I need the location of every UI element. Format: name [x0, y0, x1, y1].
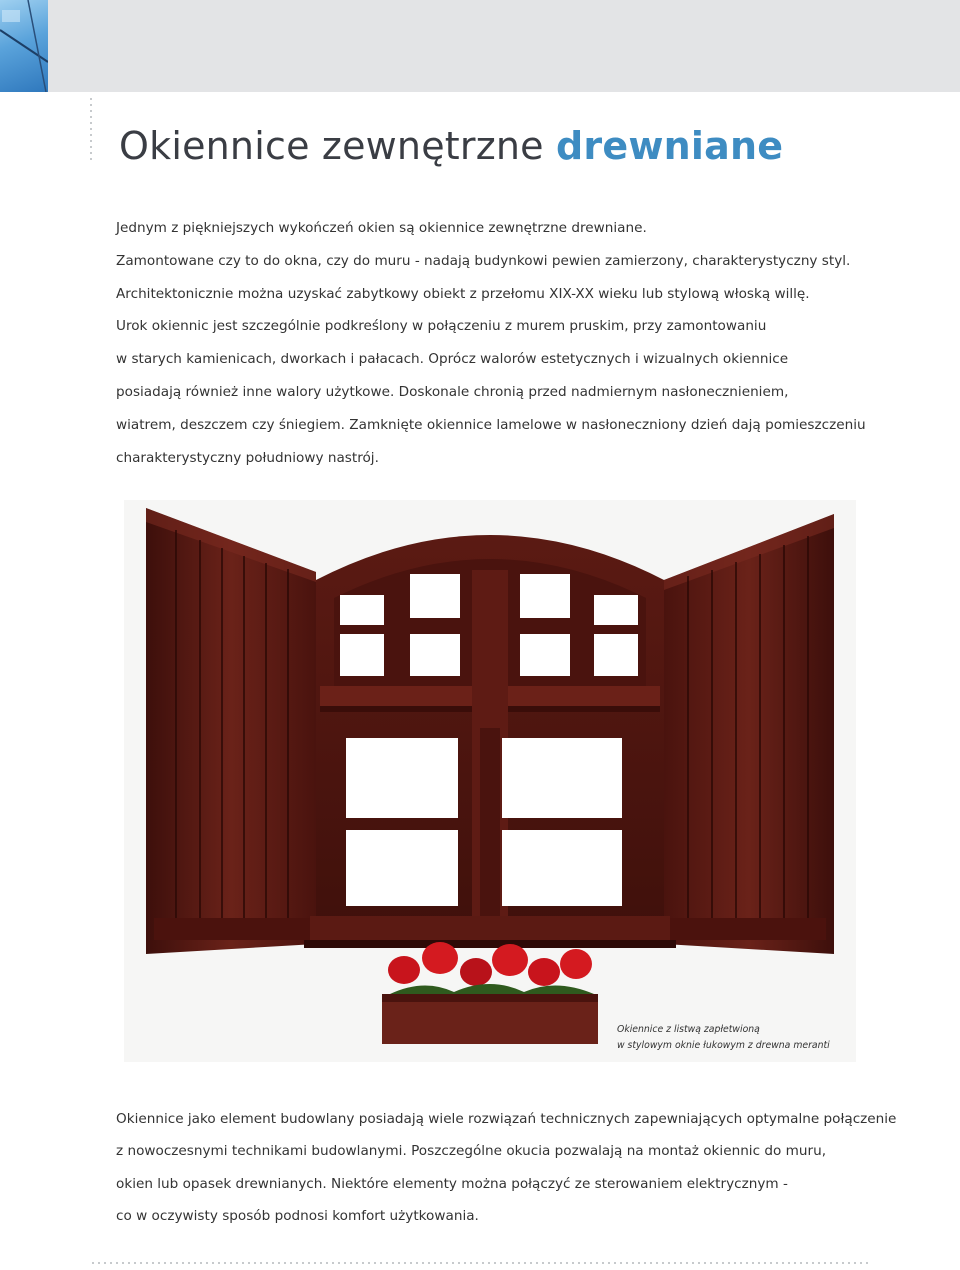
corner-photo-graphic	[0, 0, 48, 92]
flower-box	[382, 942, 598, 1044]
header-band	[0, 0, 960, 92]
page-title	[119, 124, 783, 168]
arched-window	[304, 535, 676, 948]
text-line: Zamontowane czy to do okna, czy do muru - nadają budynkowi pewien zamierzony, charakterystyczny styl.	[116, 252, 851, 269]
photo-caption	[617, 1022, 830, 1054]
caption-line: w stylowym oknie łukowym z drewna meranti	[617, 1040, 830, 1051]
text-line: posiadają również inne walory użytkowe. Doskonale chronią przed nadmiernym nasłonecznieniem,	[116, 383, 789, 400]
text-line: wiatrem, deszczem czy śniegiem. Zamknięte okiennice lamelowe w nasłoneczniony dzień dają pomieszczeniu	[116, 416, 866, 433]
text-line: Jednym z piękniejszych wykończeń okien są okiennice zewnętrzne drewniane.	[116, 220, 647, 236]
intro-paragraph	[116, 212, 866, 474]
text-line: okien lub opasek drewnianych. Niektóre elementy można połączyć ze sterowaniem elektrycznym -	[116, 1175, 788, 1192]
title-main: Okiennice zewnętrzne	[119, 124, 544, 168]
text-line: w starych kamienicach, dworkach i pałacach. Oprócz walorów estetycznych i wizualnych okiennice	[116, 351, 789, 368]
window-shutters-photo	[124, 500, 856, 1062]
text-line: Architektonicznie można uzyskać zabytkowy obiekt z przełomu XIX-XX wieku lub stylową włoską willę.	[116, 285, 810, 302]
text-line: charakterystyczny południowy nastrój.	[116, 449, 379, 466]
corner-sky-photo	[0, 0, 48, 92]
dotted-rule-vertical	[90, 96, 92, 162]
text-line: Okiennice jako element budowlany posiadają wiele rozwiązań technicznych zapewniających optymalne połączenie	[116, 1111, 897, 1127]
text-line: Urok okiennic jest szczególnie podkreślony w połączeniu z murem pruskim, przy zamontowaniu	[116, 318, 767, 335]
title-accent: drewniane	[556, 124, 784, 168]
left-shutter	[146, 508, 316, 954]
text-line: z nowoczesnymi technikami budowlanymi. Poszczególne okucia pozwalają na montaż okiennic do muru,	[116, 1143, 827, 1160]
window-illustration	[124, 500, 856, 1062]
dotted-rule-horizontal	[90, 1262, 870, 1264]
closing-paragraph	[116, 1103, 896, 1232]
caption-line: Okiennice z listwą zapłetwioną	[617, 1024, 760, 1035]
text-line: co w oczywisty sposób podnosi komfort użytkowania.	[116, 1207, 479, 1224]
right-shutter	[664, 514, 834, 954]
